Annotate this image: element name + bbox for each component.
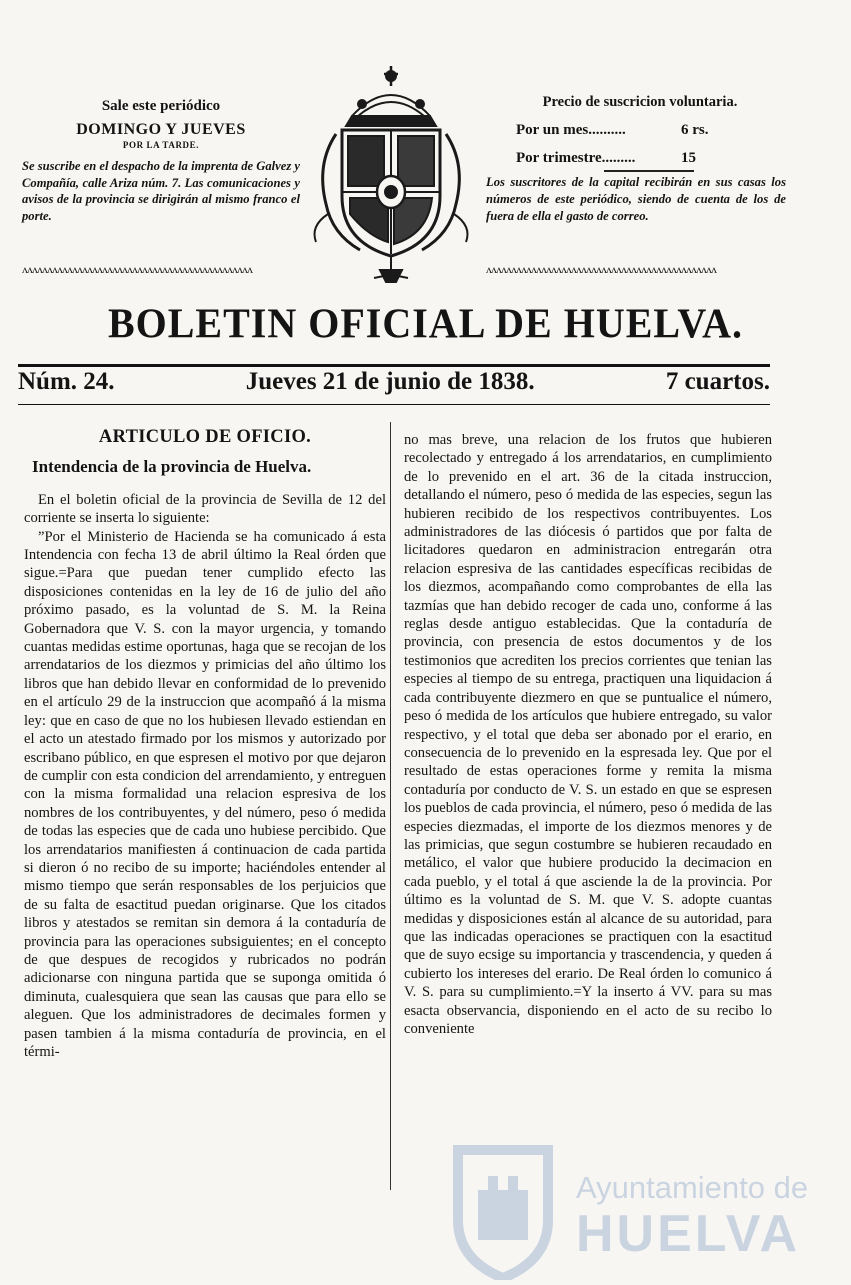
price-row-quarter (516, 150, 786, 167)
column-divider (390, 422, 391, 1190)
article-column-left (24, 428, 386, 1061)
article-column-right (404, 431, 772, 1038)
masthead-left (22, 98, 300, 224)
article-subheading: Intendencia de la provincia de Huelva. (32, 457, 312, 477)
ornament-border-left: ʌʌʌʌʌʌʌʌʌʌʌʌʌʌʌʌʌʌʌʌʌʌʌʌʌʌʌʌʌʌʌʌʌʌʌʌʌʌʌʌʌʌʌʌʌʌ (22, 262, 252, 276)
article-heading: ARTICULO DE OFICIO. (98, 427, 312, 447)
article-body-right: no mas breve, una relacion de los frutos que hubieren recolectado y entregado á los arrendatarios, en cumplimiento de lo prevenido en el art. 36 de la citada instruccion, detallando el número, peso ó medida de las especies, segun las hubieren recibido de los respectivos contribuyentes. Los administradores de las diócesis ó partidos que por falta de licitadores quedaron en administracion entregarán otra relacion espresiva de las cantidades específicas recibidas de los diezmos, acompañando como comprobantes de ella las tazmías que han debido recoger de cada uno, conforme á las reglas desde antiguo establecidas. Que la contaduría de provincia, con presencia de estos documentos y de los testimonios que acrediten los precios corrientes que tenian las especies al tiempo de su entrega, practiquen una liquidacion á cada contribuyente diezmero en que se puntualice el número, peso ó medida de los artículos que hubiere entregado, su valor respectivo, y el total que deba ser abonado por el erario, en consecuencia de lo prevenido en la espresada ley. Que por el resultado de estas operaciones forme y remita la misma contaduría por conducto de V. S. un estado en que se espresen los pueblos de cada provincia, el número, peso ó medida de las especies diezmadas, el importe de los diezmos menores y de las primicias, que segun costumbre se hubieren recaudado en metálico, el valor que hubiere producido la decimacion en cada pueblo, y el total á que asciende la de la provincia. Por último es la voluntad de S. M. que V. S. adopte cuantas medidas y disposiciones están al alcance de su autoridad, para que las indicadas operaciones se practiquen con la esactitud que de suyo ecsige su importancia y trascendencia, y queden á cubierto los intereses del erario. De Real órden lo comunico á V. S. para su cumplimiento.=Y la inserto á VV. para su mas esacta observancia, disponiendo en el acto de su recibo lo conveniente (404, 432, 772, 1037)
price-heading: Precio de suscricion voluntaria. (542, 94, 738, 110)
price-row-month (516, 122, 786, 139)
issue-date: Jueves 21 de junio de 1838. (245, 368, 535, 395)
issue-price: 7 cuartos. (665, 368, 770, 395)
price-value-month: 6 rs. (681, 122, 709, 138)
publication-time: POR LA TARDE. (122, 140, 200, 150)
watermark-line1: Ayuntamiento de (576, 1170, 809, 1205)
watermark-line2: HUELVA (576, 1205, 801, 1263)
article-body-left: ”Por el Ministerio de Hacienda se ha comunicado á esta Intendencia con fecha 13 de abril último la Real órden que sigue.=Para que puedan tener cumplido efecto las disposiciones contenidas en la ley de 16 de julio del año próximo pasado, es la voluntad de S. M. la Reina Gobernadora que V. S. con la mayor urgencia, y tomando cuantas medidas estime oportunas, haga que se recojan de los arrendatarios de los diezmos y primicias del año último los libros que han debido llevar en conformidad de lo prevenido en el artículo 29 de la instruccion que acompañó á la misma ley: que en caso de que no los hubiesen llevado estiendan en el acto un atestado firmado por los mismos y autorizado por escribano público, en que espresen el motivo por que dejaron de cumplir con esta condicion del arrendamiento, y entreguen con la misma formalidad una relacion espresiva de los nombres de los contribuyentes, y del número, peso ó medida de todas las especies que de cada uno hubiese percibido. Que los arrendatarios manifiesten á continuacion de cada partida si dieron ó no recibo de su importe; haciéndoles entender al mismo tiempo que serán responsables de los perjuicios que de su falta de esactitud puedan originarse. Que los citados libros y atestados se remitan sin demora á la contaduría de provincia para las operaciones subsiguientes; en el concepto de que despues de recogidos y rubricados no podrán adicionarse con ninguna partida que se suponga omitida ó diminuta, cualesquiera que sean las causas que para ello se aleguen. Que los administradores de decimales formen y pasen tambien á la misma contaduría de provincia, en el térmi- (24, 528, 386, 1060)
price-divider (604, 170, 694, 172)
publication-days: DOMINGO Y JUEVES (76, 121, 246, 138)
newspaper-title: BOLETIN OFICIAL DE HUELVA. (107, 299, 744, 348)
price-value-quarter: 15 (681, 150, 696, 166)
subscriber-delivery-notice: Los suscritores de la capital recibirán en sus casas los números de este periódico, siendo de cuenta de los de fuera de ella el gasto de correo. (486, 175, 786, 223)
publication-schedule-intro: Sale este periódico (101, 98, 221, 114)
issue-number: Núm. 24. (18, 368, 115, 395)
issue-line (18, 368, 770, 396)
masthead-right (486, 94, 786, 225)
subscription-notice: Se suscribe en el despacho de la imprenta de Galvez y Compañía, calle Ariza núm. 7. Las comunicaciones y avisos de la provincia se dirigirán al mismo franco el porte. (22, 159, 300, 223)
archive-watermark (448, 1140, 809, 1280)
city-seal-icon (448, 1140, 558, 1280)
royal-crest-icon (302, 64, 480, 286)
ornament-border-right: ʌʌʌʌʌʌʌʌʌʌʌʌʌʌʌʌʌʌʌʌʌʌʌʌʌʌʌʌʌʌʌʌʌʌʌʌʌʌʌʌʌʌʌʌʌʌ (486, 262, 716, 276)
issue-rule-bottom (18, 404, 770, 405)
price-label-quarter: Por trimestre......... (516, 150, 636, 166)
article-intro: En el boletin oficial de la provincia de Sevilla de 12 del corriente se inserta lo siguiente: (24, 491, 386, 527)
title-rule-top (18, 364, 770, 367)
price-label-month: Por un mes.......... (516, 122, 626, 138)
